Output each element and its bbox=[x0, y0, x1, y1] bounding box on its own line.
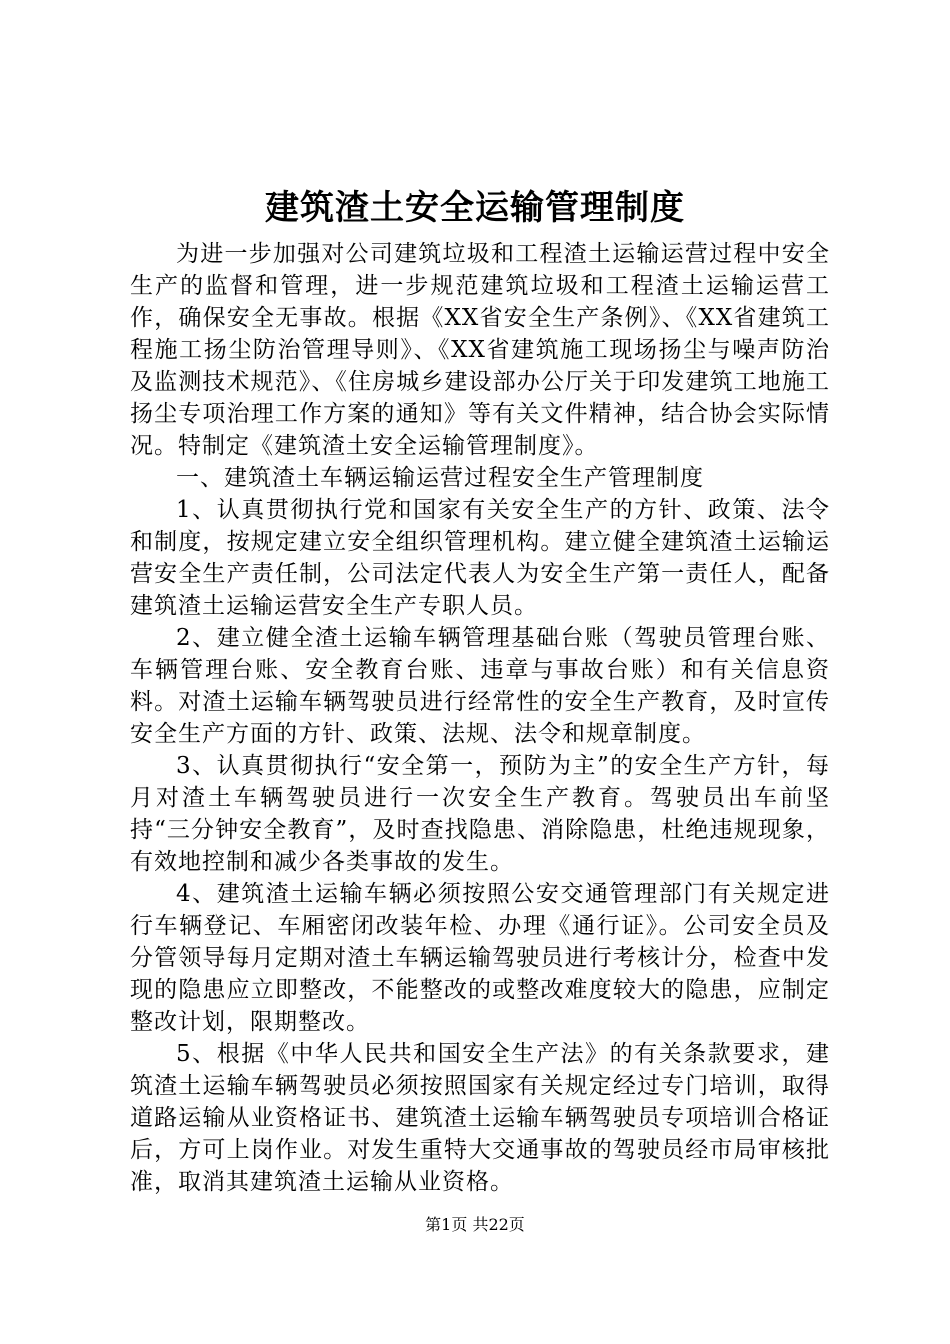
paragraph-intro: 为进一步加强对公司建筑垃圾和工程渣土运输运营过程中安全生产的监督和管理，进一步规范建筑垃圾和工程渣土运输运营工作，确保安全无事故。根据《XX省安全生产条例》、《XX省建筑工程施工扬尘防治管理导则》、《XX省建筑施工现场扬尘与噪声防治及监测技术规范》、《住房城乡建设部办公厅关于印发建筑工地施工扬尘专项治理工作方案的通知》等有关文件精神，结合协会实际情况。特制定《建筑渣土安全运输管理制度》。 bbox=[130, 241, 830, 459]
document-body bbox=[130, 238, 830, 1198]
page-number-footer: 第1页 共22页 bbox=[425, 1215, 525, 1234]
section-heading-1: 一、建筑渣土车辆运输运营过程安全生产管理制度 bbox=[176, 465, 704, 491]
document-title: 建筑渣土安全运输管理制度 bbox=[265, 188, 685, 228]
paragraph-item-4: 4、建筑渣土运输车辆必须按照公安交通管理部门有关规定进行车辆登记、车厢密闭改装年检、办理《通行证》。公司安全员及分管领导每月定期对渣土车辆运输驾驶员进行考核计分，检查中发现的隐患应立即整改，不能整改的或整改难度较大的隐患，应制定整改计划，限期整改。 bbox=[130, 881, 830, 1035]
paragraph-item-5: 5、根据《中华人民共和国安全生产法》的有关条款要求，建筑渣土运输车辆驾驶员必须按照国家有关规定经过专门培训，取得道路运输从业资格证书、建筑渣土运输车辆驾驶员专项培训合格证后，方可上岗作业。对发生重特大交通事故的驾驶员经市局审核批准，取消其建筑渣土运输从业资格。 bbox=[130, 1041, 830, 1195]
paragraph-item-2: 2、建立健全渣土运输车辆管理基础台账（驾驶员管理台账、车辆管理台账、安全教育台账、违章与事故台账）和有关信息资料。对渣土运输车辆驾驶员进行经常性的安全生产教育，及时宣传安全生产方面的方针、政策、法规、法令和规章制度。 bbox=[130, 625, 830, 747]
paragraph-item-1: 1、认真贯彻执行党和国家有关安全生产的方针、政策、法令和制度，按规定建立安全组织管理机构。建立健全建筑渣土运输运营安全生产责任制，公司法定代表人为安全生产第一责任人，配备建筑渣土运输运营安全生产专职人员。 bbox=[130, 497, 830, 619]
paragraph-item-3: 3、认真贯彻执行“安全第一，预防为主”的安全生产方针，每月对渣土车辆驾驶员进行一次安全生产教育。驾驶员出车前坚持“三分钟安全教育”，及时查找隐患、消除隐患，杜绝违规现象，有效地控制和减少各类事故的发生。 bbox=[130, 753, 830, 875]
